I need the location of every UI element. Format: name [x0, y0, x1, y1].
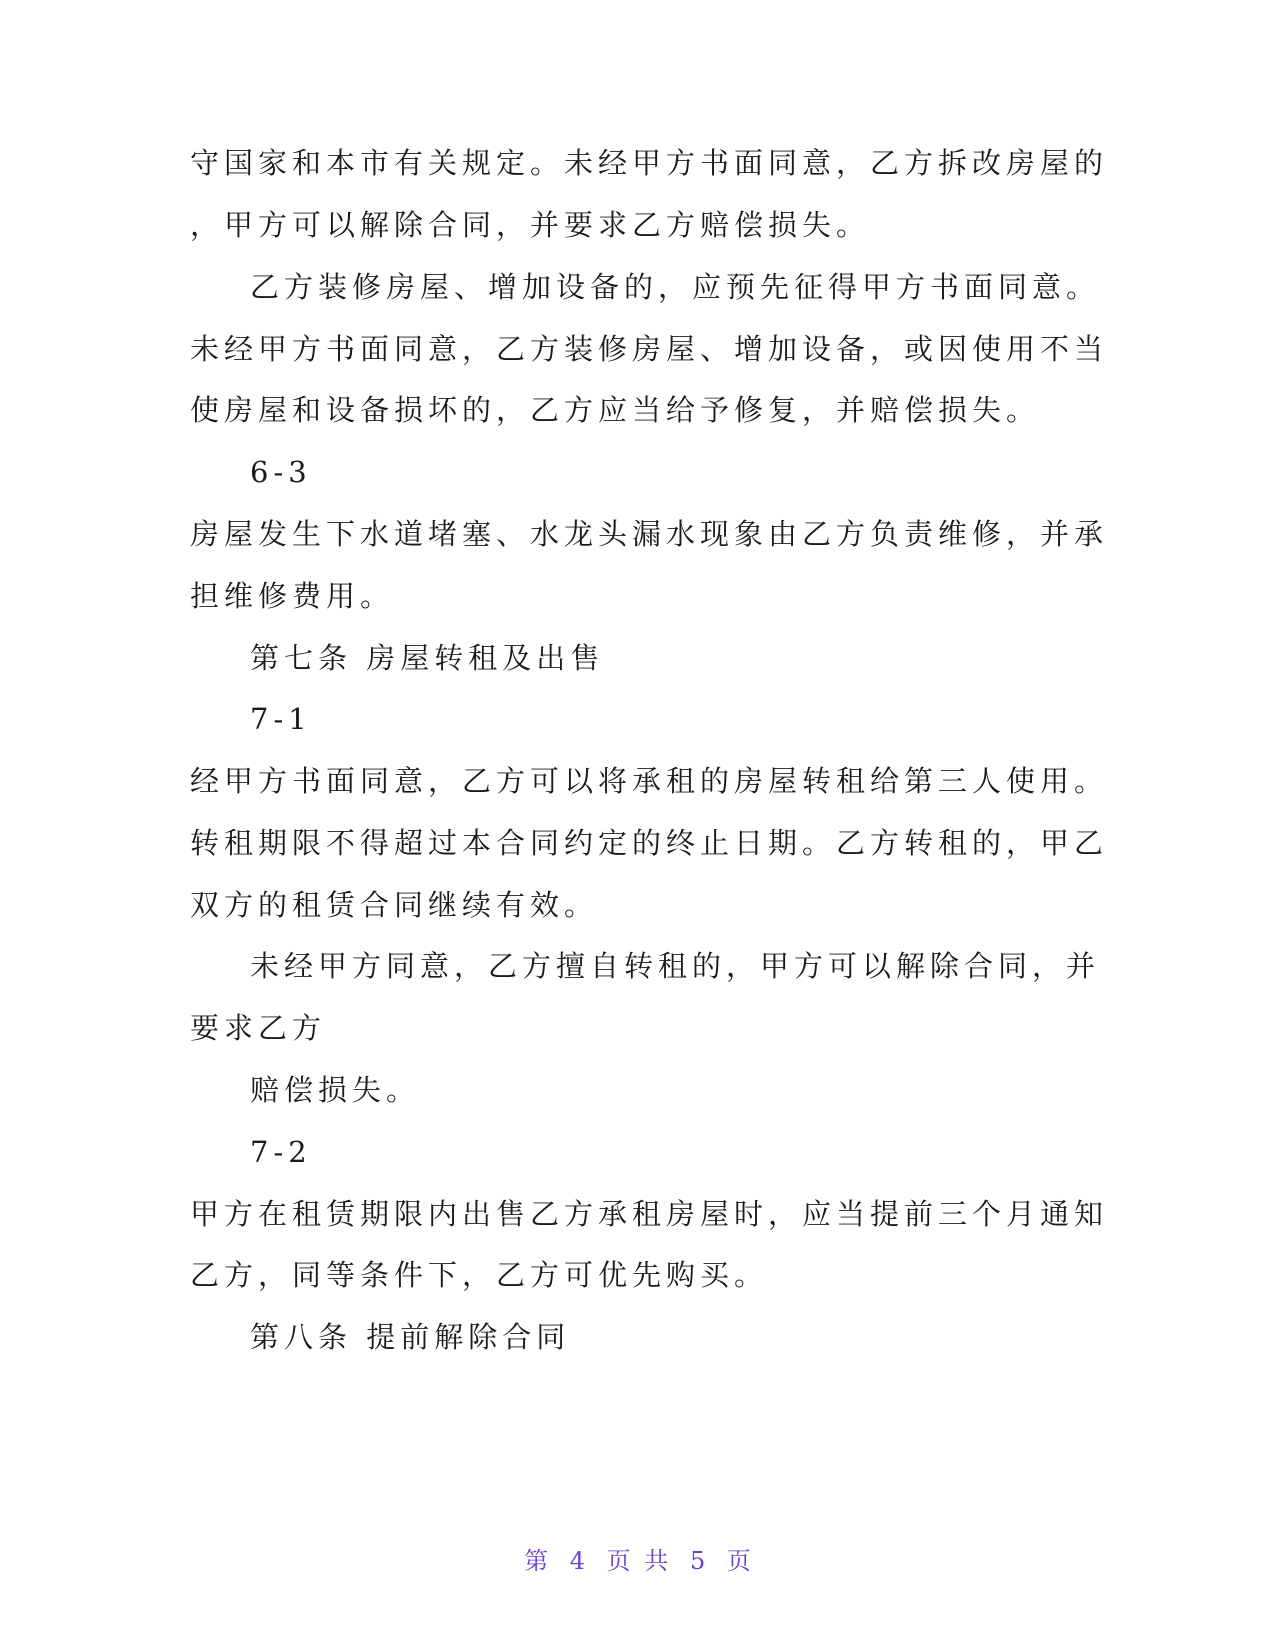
text-line: 担维修费用。 [190, 579, 395, 613]
clause-number: 6-3 [250, 455, 312, 489]
text-line: 双方的租赁合同继续有效。 [190, 888, 599, 922]
text-line: 转租期限不得超过本合同约定的终止日期。乙方转租的，甲乙 [190, 826, 1109, 860]
text-line: 守国家和本市有关规定。未经甲方书面同意，乙方拆改房屋的 [190, 146, 1109, 180]
text-line: 赔偿损失。 [250, 1073, 421, 1107]
text-line: 房屋发生下水道堵塞、水龙头漏水现象由乙方负责维修，并承 [190, 517, 1109, 551]
text-line: 乙方，同等条件下，乙方可优先购买。 [190, 1258, 769, 1292]
text-line: 未经甲方同意，乙方擅自转租的，甲方可以解除合同，并 [250, 949, 1101, 983]
section-heading: 第八条 提前解除合同 [250, 1320, 571, 1354]
text-line: ，甲方可以解除合同，并要求乙方赔偿损失。 [190, 208, 871, 242]
page-footer [0, 1541, 1275, 1576]
clause-number: 7-2 [250, 1135, 312, 1169]
footer-current-page: 4 [569, 1547, 586, 1575]
clause-number: 7-1 [250, 702, 312, 736]
section-heading: 第七条 房屋转租及出售 [250, 641, 605, 675]
footer-prefix: 第 [524, 1547, 549, 1575]
footer-total-pages: 5 [689, 1547, 706, 1575]
text-line: 经甲方书面同意，乙方可以将承租的房屋转租给第三人使用。 [190, 764, 1109, 798]
footer-middle: 页 共 [606, 1547, 669, 1575]
text-line: 乙方装修房屋、增加设备的，应预先征得甲方书面同意。 [250, 270, 1101, 304]
text-line: 要求乙方 [190, 1011, 327, 1045]
footer-suffix: 页 [726, 1547, 751, 1575]
text-line: 使房屋和设备损坏的，乙方应当给予修复，并赔偿损失。 [190, 393, 1041, 427]
text-line: 甲方在租赁期限内出售乙方承租房屋时，应当提前三个月通知 [190, 1197, 1109, 1231]
text-line: 未经甲方书面同意，乙方装修房屋、增加设备，或因使用不当 [190, 332, 1109, 366]
